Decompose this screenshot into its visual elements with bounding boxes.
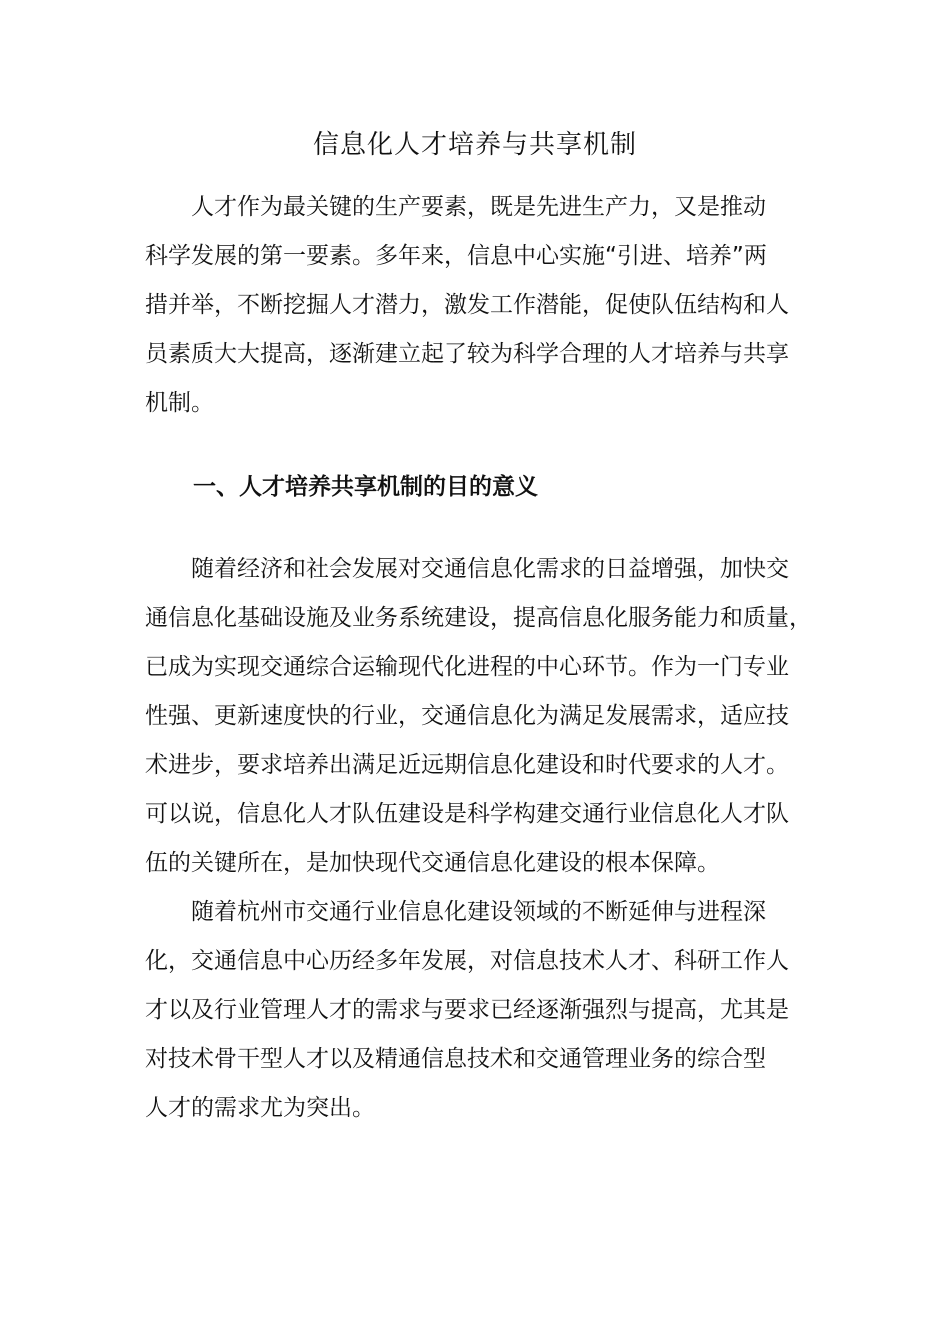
paragraph-line: 人才的需求尤为突出。 (145, 1095, 375, 1121)
paragraph-line: 术进步，要求培养出满足近远期信息化建设和时代要求的人才。 (145, 752, 789, 778)
body-paragraph (145, 545, 813, 888)
paragraph-line: 对技术骨干型人才以及精通信息技术和交通管理业务的综合型 (145, 1046, 766, 1072)
paragraph-line: 才以及行业管理人才的需求与要求已经逐渐强烈与提高，尤其是 (145, 997, 789, 1023)
paragraph-line: 随着杭州市交通行业信息化建设领域的不断延伸与进程深 (145, 899, 766, 925)
paragraph-line: 已成为实现交通综合运输现代化进程的中心环节。作为一门专业 (145, 654, 789, 680)
intro-line: 机制。 (145, 390, 214, 416)
intro-line: 人才作为最关键的生产要素，既是先进生产力，又是推动 (145, 194, 766, 220)
paragraph-line: 通信息化基础设施及业务系统建设，提高信息化服务能力和质量， (145, 605, 812, 631)
paragraph-line: 化，交通信息中心历经多年发展，对信息技术人才、科研工作人 (145, 948, 789, 974)
paragraph-line: 随着经济和社会发展对交通信息化需求的日益增强，加快交 (145, 556, 789, 582)
paragraph-line: 性强、更新速度快的行业，交通信息化为满足发展需求，适应技 (145, 703, 789, 729)
intro-line: 科学发展的第一要素。多年来，信息中心实施“引进、培养”两 (145, 243, 767, 269)
paragraph-line: 伍的关键所在，是加快现代交通信息化建设的根本保障。 (145, 850, 720, 876)
body-paragraph (145, 888, 813, 1133)
document-title: 信息化人才培养与共享机制 (312, 130, 637, 160)
section-heading: 一、人才培养共享机制的目的意义 (193, 474, 538, 500)
intro-line: 措并举，不断挖掘人才潜力，激发工作潜能，促使队伍结构和人 (145, 292, 789, 318)
paragraph-line: 可以说，信息化人才队伍建设是科学构建交通行业信息化人才队 (145, 801, 789, 827)
intro-line: 员素质大大提高，逐渐建立起了较为科学合理的人才培养与共享 (145, 341, 789, 367)
intro-paragraph (145, 183, 813, 428)
